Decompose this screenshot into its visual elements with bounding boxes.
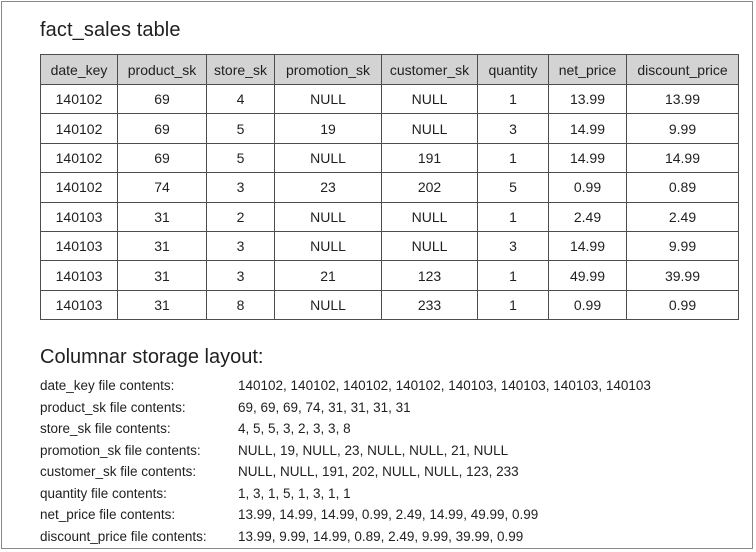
table-cell: 0.89 bbox=[627, 173, 739, 202]
file-values: 1, 3, 1, 5, 1, 3, 1, 1 bbox=[238, 485, 351, 501]
table-row bbox=[41, 202, 739, 231]
table-cell: NULL bbox=[275, 202, 382, 231]
table-cell: 140103 bbox=[41, 202, 118, 231]
table-row bbox=[41, 85, 739, 114]
file-row bbox=[40, 461, 740, 483]
file-label: product_sk file contents: bbox=[40, 399, 186, 415]
file-values: NULL, NULL, 191, 202, NULL, NULL, 123, 233 bbox=[238, 464, 519, 479]
table-row bbox=[41, 261, 739, 290]
table-cell: 2.49 bbox=[549, 202, 627, 231]
table-cell: 3 bbox=[478, 231, 549, 260]
file-values: 140102, 140102, 140102, 140102, 140103, 140103, 140103, 140103 bbox=[238, 378, 651, 393]
table-cell: NULL bbox=[275, 231, 382, 260]
table-cell: 13.99 bbox=[549, 85, 627, 114]
file-values: 13.99, 14.99, 14.99, 0.99, 2.49, 14.99, 49.99, 0.99 bbox=[238, 507, 539, 522]
table-cell: 140102 bbox=[41, 173, 118, 202]
file-values: NULL, 19, NULL, 23, NULL, NULL, 21, NULL bbox=[238, 442, 509, 458]
file-label: date_key file contents: bbox=[40, 378, 175, 393]
table-cell: 3 bbox=[478, 114, 549, 143]
file-label: customer_sk file contents: bbox=[40, 464, 197, 479]
table-cell: 1 bbox=[478, 143, 549, 172]
table-cell: 191 bbox=[382, 143, 478, 172]
table-cell: 19 bbox=[275, 114, 382, 143]
table-header-row bbox=[41, 55, 739, 85]
table-cell: 1 bbox=[478, 290, 549, 319]
fact-sales-table bbox=[40, 54, 739, 320]
table-cell: 49.99 bbox=[549, 261, 627, 290]
column-header: date_key bbox=[41, 55, 118, 85]
table-cell: 39.99 bbox=[627, 261, 739, 290]
table-cell: 9.99 bbox=[627, 114, 739, 143]
table-cell: 140103 bbox=[41, 231, 118, 260]
table-row bbox=[41, 143, 739, 172]
table-title: fact_sales table bbox=[40, 19, 181, 41]
table-cell: 31 bbox=[118, 261, 207, 290]
table-cell: 5 bbox=[207, 114, 275, 143]
file-row bbox=[40, 440, 740, 462]
figure-frame bbox=[1, 1, 753, 549]
column-header: promotion_sk bbox=[275, 55, 382, 85]
table-cell: 9.99 bbox=[627, 231, 739, 260]
table-row bbox=[41, 290, 739, 319]
file-values: 4, 5, 5, 3, 2, 3, 3, 8 bbox=[238, 421, 351, 436]
table-cell: 3 bbox=[207, 231, 275, 260]
file-label: discount_price file contents: bbox=[40, 528, 207, 544]
table-cell: 31 bbox=[118, 290, 207, 319]
table-cell: 4 bbox=[207, 85, 275, 114]
table-cell: NULL bbox=[382, 202, 478, 231]
file-row bbox=[40, 526, 740, 548]
table-row bbox=[41, 173, 739, 202]
file-values: 69, 69, 69, 74, 31, 31, 31, 31 bbox=[238, 399, 411, 415]
file-label: promotion_sk file contents: bbox=[40, 442, 201, 458]
column-header: product_sk bbox=[118, 55, 207, 85]
table-cell: 2 bbox=[207, 202, 275, 231]
table-cell: 202 bbox=[382, 173, 478, 202]
table-cell: 0.99 bbox=[549, 290, 627, 319]
columnar-file-list bbox=[40, 375, 740, 547]
table-row bbox=[41, 231, 739, 260]
file-row bbox=[40, 375, 740, 397]
table-cell: 21 bbox=[275, 261, 382, 290]
table-cell: NULL bbox=[382, 231, 478, 260]
file-row bbox=[40, 397, 740, 419]
table-cell: NULL bbox=[275, 290, 382, 319]
column-header: discount_price bbox=[627, 55, 739, 85]
column-header: store_sk bbox=[207, 55, 275, 85]
file-row bbox=[40, 418, 740, 440]
table-cell: NULL bbox=[275, 85, 382, 114]
table-cell: 14.99 bbox=[627, 143, 739, 172]
file-label: store_sk file contents: bbox=[40, 421, 171, 436]
table-cell: 140102 bbox=[41, 114, 118, 143]
table-cell: 1 bbox=[478, 85, 549, 114]
column-header: customer_sk bbox=[382, 55, 478, 85]
table-cell: 31 bbox=[118, 231, 207, 260]
table-cell: 5 bbox=[478, 173, 549, 202]
file-row bbox=[40, 483, 740, 505]
table-cell: 140103 bbox=[41, 261, 118, 290]
table-cell: NULL bbox=[382, 85, 478, 114]
table-cell: 140102 bbox=[41, 85, 118, 114]
columnar-layout-title: Columnar storage layout: bbox=[40, 346, 264, 368]
table-cell: 5 bbox=[207, 143, 275, 172]
table-cell: 140103 bbox=[41, 290, 118, 319]
table-cell: NULL bbox=[382, 114, 478, 143]
table-cell: 69 bbox=[118, 114, 207, 143]
fact-sales-table-container bbox=[40, 54, 738, 320]
table-cell: NULL bbox=[275, 143, 382, 172]
table-cell: 123 bbox=[382, 261, 478, 290]
table-row bbox=[41, 114, 739, 143]
file-label: net_price file contents: bbox=[40, 507, 176, 522]
table-cell: 69 bbox=[118, 85, 207, 114]
table-cell: 3 bbox=[207, 261, 275, 290]
column-header: net_price bbox=[549, 55, 627, 85]
table-cell: 23 bbox=[275, 173, 382, 202]
table-cell: 74 bbox=[118, 173, 207, 202]
table-cell: 8 bbox=[207, 290, 275, 319]
table-cell: 233 bbox=[382, 290, 478, 319]
table-cell: 69 bbox=[118, 143, 207, 172]
table-cell: 1 bbox=[478, 261, 549, 290]
table-cell: 3 bbox=[207, 173, 275, 202]
table-cell: 14.99 bbox=[549, 114, 627, 143]
table-cell: 1 bbox=[478, 202, 549, 231]
table-cell: 2.49 bbox=[627, 202, 739, 231]
table-cell: 13.99 bbox=[627, 85, 739, 114]
file-values: 13.99, 9.99, 14.99, 0.89, 2.49, 9.99, 39.99, 0.99 bbox=[238, 528, 524, 544]
table-cell: 140102 bbox=[41, 143, 118, 172]
table-cell: 14.99 bbox=[549, 143, 627, 172]
table-cell: 0.99 bbox=[549, 173, 627, 202]
column-header: quantity bbox=[478, 55, 549, 85]
table-cell: 14.99 bbox=[549, 231, 627, 260]
file-label: quantity file contents: bbox=[40, 485, 167, 501]
table-cell: 0.99 bbox=[627, 290, 739, 319]
file-row bbox=[40, 504, 740, 526]
table-cell: 31 bbox=[118, 202, 207, 231]
